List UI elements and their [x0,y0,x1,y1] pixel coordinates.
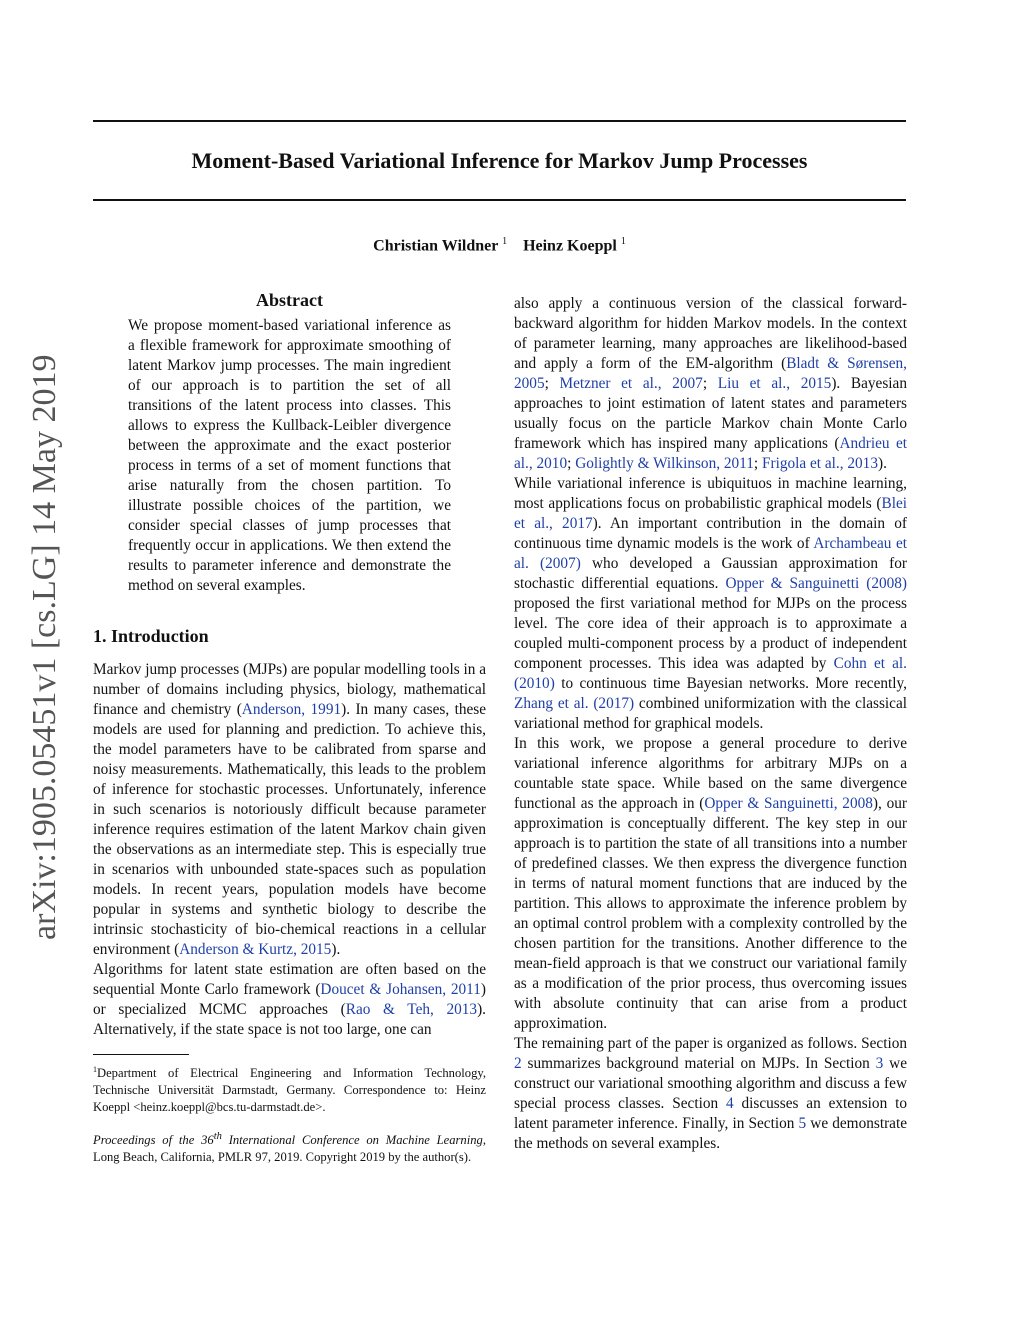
paragraph-text: ; [702,375,718,392]
citation-link[interactable]: Opper & Sanguinetti, 2008 [704,795,873,812]
intro-paragraph [514,294,907,474]
abstract-section [93,290,486,596]
section-ref-link[interactable]: 2 [514,1055,522,1072]
paragraph-text: ; [544,375,560,392]
paragraph-text: ). Alternatively, if the state space is not too large, one can [93,1001,486,1038]
citation-link[interactable]: Bladt & Sørensen, 2005 [514,355,908,392]
citation-link[interactable]: Cohn et al. (2010) [514,655,908,692]
author-list [93,236,906,255]
paragraph-text: summarizes background material on MJPs. In Section [521,1055,876,1072]
paragraph-text: who developed a Gaussian approximation for stochastic differential equations. [514,555,907,592]
right-column [514,294,907,1154]
paragraph-text: discusses an extension to latent parameter inference. Finally, in Section [514,1095,907,1132]
abstract-heading: Abstract [256,290,323,310]
citation-link[interactable]: Anderson, 1991 [241,701,342,718]
paragraph-text: ). Bayesian approaches to joint estimation of latent states and parameters usually focus on the particle Markov chain Monte Carlo framework which has inspired many applications ( [514,375,907,452]
section-ref-link[interactable]: 5 [798,1115,807,1132]
paragraph-text: Algorithms for latent state estimation are often based on the sequential Monte Carlo framework ( [93,961,486,998]
paragraph-text: ), our approximation is conceptually different. The key step in our approach is to partition the state of all transitions into a number of predefined classes. We then express the divergence function in terms of natural moment functions that are induced by the partition. This allows to approximate the inference problem by an optimal control problem with a complexity controlled by the chosen partition for the transitions. Another difference to the mean-field approach is that we construct our variational family as a modification of the prior process, thus overcoming issues with absolute continuity that can arise from a product approximation. [514,795,907,1032]
paragraph-text: ). [877,455,887,472]
section-ref-link[interactable]: 4 [725,1095,734,1112]
citation-link[interactable]: Archambeau et al. (2007) [514,535,907,572]
citation-link[interactable]: Anderson & Kurtz, 2015 [179,941,332,958]
author-name: Heinz Koeppl [523,237,617,255]
proceedings-venue-cont: International Conference on Machine Learning [221,1133,483,1148]
paragraph-text: ; [753,455,762,472]
paragraph-text: While variational inference is ubiquituos in machine learning, most applications focus on probabilistic graphical models ( [514,475,907,512]
proceedings-venue: Proceedings of the 36 [93,1133,214,1148]
section-ref-link[interactable]: 3 [875,1055,884,1072]
citation-link[interactable]: Zhang et al. (2017) [514,695,635,712]
paragraph-text: ). In many cases, these models are used for planning and prediction. To achieve this, the model parameters have to be calibrated from sparse and noisy measurements. Mathematically, this leads to the problem of inference for stochastic processes. Unfortunately, inference in such scenarios is notoriously difficult because parameter inference requires estimation of the latent Markov chain given the observations as an intermediate step. This is especially true in scenarios with unbounded state-spaces such as population models. In recent years, population models have become popular in systems and synthetic biology to describe the intrinsic stochasticity of bio-chemical reactions in a cellular environment ( [93,701,486,958]
proceedings-notice [93,1128,486,1166]
citation-link[interactable]: Liu et al., 2015 [717,375,832,392]
intro-paragraph [514,474,907,734]
intro-paragraph [93,660,486,960]
arxiv-identifier: arXiv:1905.05451v1 [cs.LG] 14 May 2019 [26,354,63,940]
proceedings-details: , Long Beach, California, PMLR 97, 2019. Copyright 2019 by the author(s). [93,1133,486,1165]
section-heading-introduction: 1. Introduction [93,626,209,646]
citation-link[interactable]: Golightly & Wilkinson, 2011 [575,455,754,472]
citation-link[interactable]: Blei et al., 2017 [514,495,907,532]
paragraph-text: combined uniformization with the classical variational method for graphical models. [514,695,907,732]
footnote-text: Department of Electrical Engineering and Information Technology, Technische Universität Darmstadt, Germany. Correspondence to: Heinz Koeppl <heinz.koeppl@bcs.tu-darmstadt.de>. [93,1066,486,1115]
author-name: Christian Wildner [373,237,499,255]
paragraph-text: The remaining part of the paper is organized as follows. Section [514,1035,907,1052]
intro-paragraph [93,960,486,1040]
citation-link[interactable]: Metzner et al., 2007 [559,375,703,392]
arxiv-stamp [20,350,70,940]
citation-link[interactable]: Rao & Teh, 2013 [345,1001,478,1018]
footnote-mark: 1 [93,1065,97,1074]
paragraph-text: In this work, we propose a general procedure to derive variational inference algorithms for arbitrary MJPs on a countable state space. While based on the same divergence functional as the approach in ( [514,735,907,812]
paragraph-text: Markov jump processes (MJPs) are popular modelling tools in a number of domains including physics, biology, mathematical finance and chemistry ( [93,661,486,718]
proceedings-ordinal: th [213,1131,222,1143]
paragraph-text: ) or specialized MCMC approaches ( [93,981,486,1018]
title-rule-bottom [93,199,906,201]
author-affiliation-mark: 1 [502,236,508,247]
paragraph-text: ). An important contribution in the domain of continuous time dynamic models is the work of [514,515,907,552]
intro-paragraph [514,734,907,1034]
left-column [93,290,486,1166]
paragraph-text: to continuous time Bayesian networks. More recently, [554,675,907,692]
paragraph-text: we demonstrate the methods on several examples. [514,1115,907,1152]
affiliation-footnote [93,1061,486,1116]
title-rule-top [93,120,906,122]
citation-link[interactable]: Frigola et al., 2013 [761,455,878,472]
paragraph-text: also apply a continuous version of the classical forward-backward algorithm for hidden Markov models. In the context of parameter learning, many approaches are likelihood-based and apply a form of the EM-algorithm ( [514,295,907,372]
footnote-rule [93,1054,189,1055]
paragraph-text: proposed the first variational method for MJPs on the process level. The core idea of their approach is to approximate a coupled multi-component process by a product of independent component processes. This idea was adapted by [514,595,907,672]
abstract-text: We propose moment-based variational inference as a flexible framework for approximate smoothing of latent Markov jump processes. The main ingredient of our approach is to partition the set of all transitions of the latent process into classes. This allows to express the Kullback-Leibler divergence between the approximate and the exact posterior process in terms of a set of moment functions that arise naturally from the chosen partition. To illustrate possible choices of the partition, we consider special classes of jump processes that frequently occur in applications. We then extend the results to parameter inference and demonstrate the method on several examples. [128,317,451,594]
citation-link[interactable]: Doucet & Johansen, 2011 [320,981,481,998]
paragraph-text: ). [331,941,341,958]
paper-title: Moment-Based Variational Inference for Markov Jump Processes [191,148,808,173]
intro-paragraph [514,1034,907,1154]
citation-link[interactable]: Andrieu et al., 2010 [514,435,907,472]
paragraph-text: we construct our variational smoothing algorithm and discuss a few special process classes. Section [514,1055,907,1112]
author-affiliation-mark: 1 [620,236,626,247]
citation-link[interactable]: Opper & Sanguinetti (2008) [725,575,908,592]
paragraph-text: ; [567,455,576,472]
